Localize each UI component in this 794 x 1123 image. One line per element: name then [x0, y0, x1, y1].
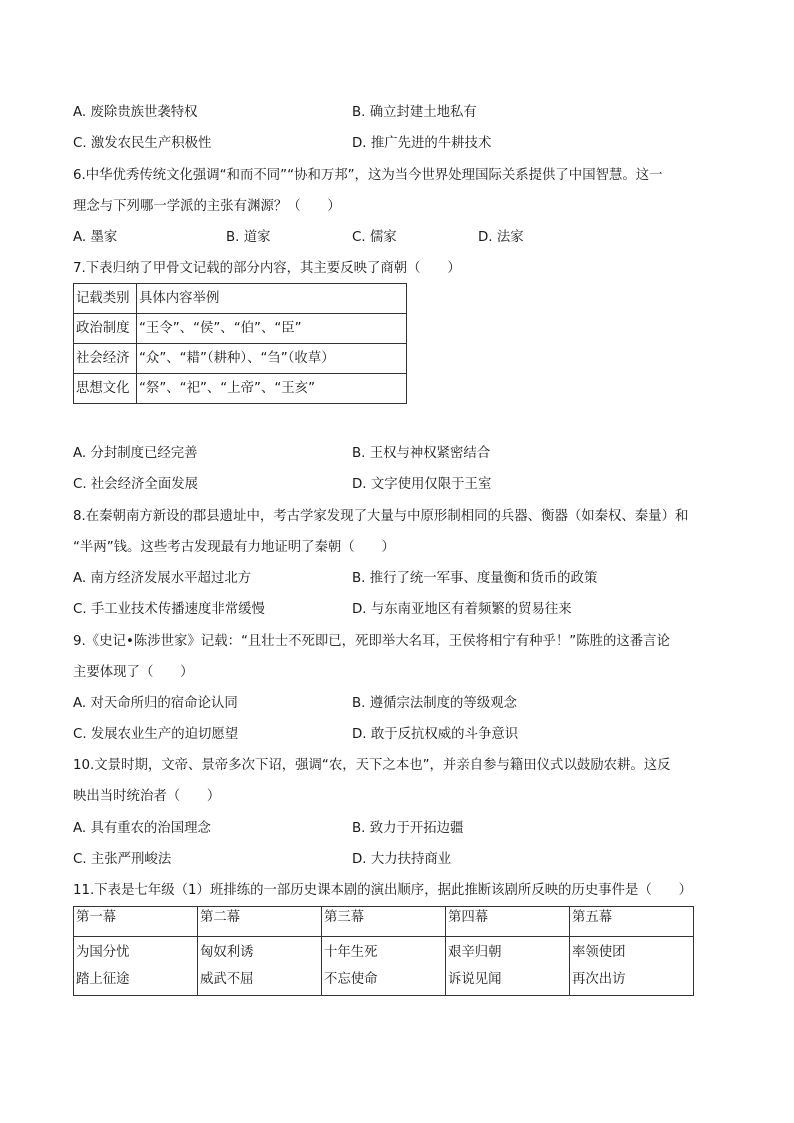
table-header-cell: 第三幕 [322, 907, 446, 937]
table-cell [322, 937, 446, 996]
q10-option-b: B. 致力于开拓边疆 [352, 821, 464, 836]
q6-option-b: B. 道家 [226, 230, 271, 245]
cell-line-1: 率领使团 [572, 945, 626, 960]
table-row [74, 314, 407, 344]
table-cell: 记载类别 [74, 284, 137, 314]
table-header-cell: 第二幕 [198, 907, 322, 937]
cell-line-1: 艰辛归朝 [448, 945, 502, 960]
q5-option-b: B. 确立封建土地私有 [352, 105, 477, 120]
table-cell [446, 937, 570, 996]
q10-stem-line1: 10.文景时期，文帝、景帝多次下诏，强调“农，天下之本也”，并亲自参与籍田仪式以鼓励农耕。这反 [73, 758, 671, 773]
table-cell: 具体内容举例 [137, 284, 407, 314]
table-row [74, 344, 407, 374]
cell-line-2: 踏上征途 [76, 972, 130, 987]
table-row [74, 937, 694, 996]
table-cell: “众”、“耤”（耕种）、“刍”（收草） [137, 344, 407, 374]
q9-stem-line1: 9.《史记•陈涉世家》记载：“且壮士不死即已，死即举大名耳，王侯将相宁有种乎！”陈胜的这番言论 [73, 634, 670, 649]
q8-option-b: B. 推行了统一军事、度量衡和货币的政策 [352, 571, 598, 586]
cell-line-1: 匈奴利诱 [200, 945, 254, 960]
q8-stem-line1: 8.在秦朝南方新设的郡县遗址中，考古学家发现了大量与中原形制相同的兵器、衡器（如秦权、秦量）和 [73, 509, 689, 524]
q10-option-a: A. 具有重农的治国理念 [73, 821, 211, 836]
q9-option-d: D. 敢于反抗权威的斗争意识 [352, 727, 519, 742]
q7-table [73, 283, 407, 404]
q8-option-a: A. 南方经济发展水平超过北方 [73, 571, 252, 586]
q10-option-d: D. 大力扶持商业 [352, 852, 452, 867]
table-row [74, 374, 407, 404]
cell-line-1: 十年生死 [324, 945, 378, 960]
cell-line-2: 不忘使命 [324, 972, 378, 987]
table-cell: 社会经济 [74, 344, 137, 374]
q7-option-c: C. 社会经济全面发展 [73, 477, 198, 492]
cell-line-2: 威武不屈 [200, 972, 254, 987]
table-row [74, 907, 694, 937]
q11-table [73, 906, 694, 996]
table-cell: “祭”、“祀”、“上帝”、“王亥” [137, 374, 407, 404]
q7-option-a: A. 分封制度已经完善 [73, 446, 198, 461]
table-header-cell: 第四幕 [446, 907, 570, 937]
q8-option-c: C. 手工业技术传播速度非常缓慢 [73, 602, 265, 617]
q6-stem-line1: 6.中华优秀传统文化强调“和而不同”“协和万邦”，这为当今世界处理国际关系提供了中国智慧。这一 [73, 168, 663, 183]
table-cell [570, 937, 694, 996]
table-header-cell: 第五幕 [570, 907, 694, 937]
q10-stem-line2: 映出当时统治者（ ） [73, 789, 221, 804]
q7-option-b: B. 王权与神权紧密结合 [352, 446, 491, 461]
table-cell: “王令”、“侯”、“伯”、“臣” [137, 314, 407, 344]
table-cell: 思想文化 [74, 374, 137, 404]
q6-option-d: D. 法家 [478, 230, 524, 245]
cell-line-2: 诉说见闻 [448, 972, 502, 987]
table-header-cell: 第一幕 [74, 907, 198, 937]
q7-option-d: D. 文字使用仅限于王室 [352, 477, 492, 492]
table-cell [74, 937, 198, 996]
q9-stem-line2: 主要体现了（ ） [73, 665, 194, 680]
cell-line-2: 再次出访 [572, 972, 626, 987]
cell-line-1: 为国分忧 [76, 945, 130, 960]
q6-option-c: C. 儒家 [352, 230, 397, 245]
q6-stem-line2: 理念与下列哪一学派的主张有渊源？（ ） [73, 199, 341, 214]
q10-option-c: C. 主张严刑峻法 [73, 852, 172, 867]
q9-option-c: C. 发展农业生产的迫切愿望 [73, 727, 239, 742]
q8-stem-line2: “半两”钱。这些考古发现最有力地证明了秦朝（ ） [73, 540, 395, 555]
q7-stem: 7.下表归纳了甲骨文记载的部分内容，其主要反映了商朝（ ） [73, 261, 461, 276]
table-cell: 政治制度 [74, 314, 137, 344]
q11-stem: 11.下表是七年级（1）班排练的一部历史课本剧的演出顺序，据此推断该剧所反映的历史事件是（ ） [73, 883, 692, 898]
table-cell [198, 937, 322, 996]
q5-option-d: D. 推广先进的牛耕技术 [352, 136, 492, 151]
q6-option-a: A. 墨家 [73, 230, 118, 245]
q5-option-a: A. 废除贵族世袭特权 [73, 105, 198, 120]
q8-option-d: D. 与东南亚地区有着频繁的贸易往来 [352, 602, 572, 617]
q9-option-b: B. 遵循宗法制度的等级观念 [352, 696, 517, 711]
table-row [74, 284, 407, 314]
q5-option-c: C. 激发农民生产积极性 [73, 136, 212, 151]
q9-option-a: A. 对天命所归的宿命论认同 [73, 696, 238, 711]
